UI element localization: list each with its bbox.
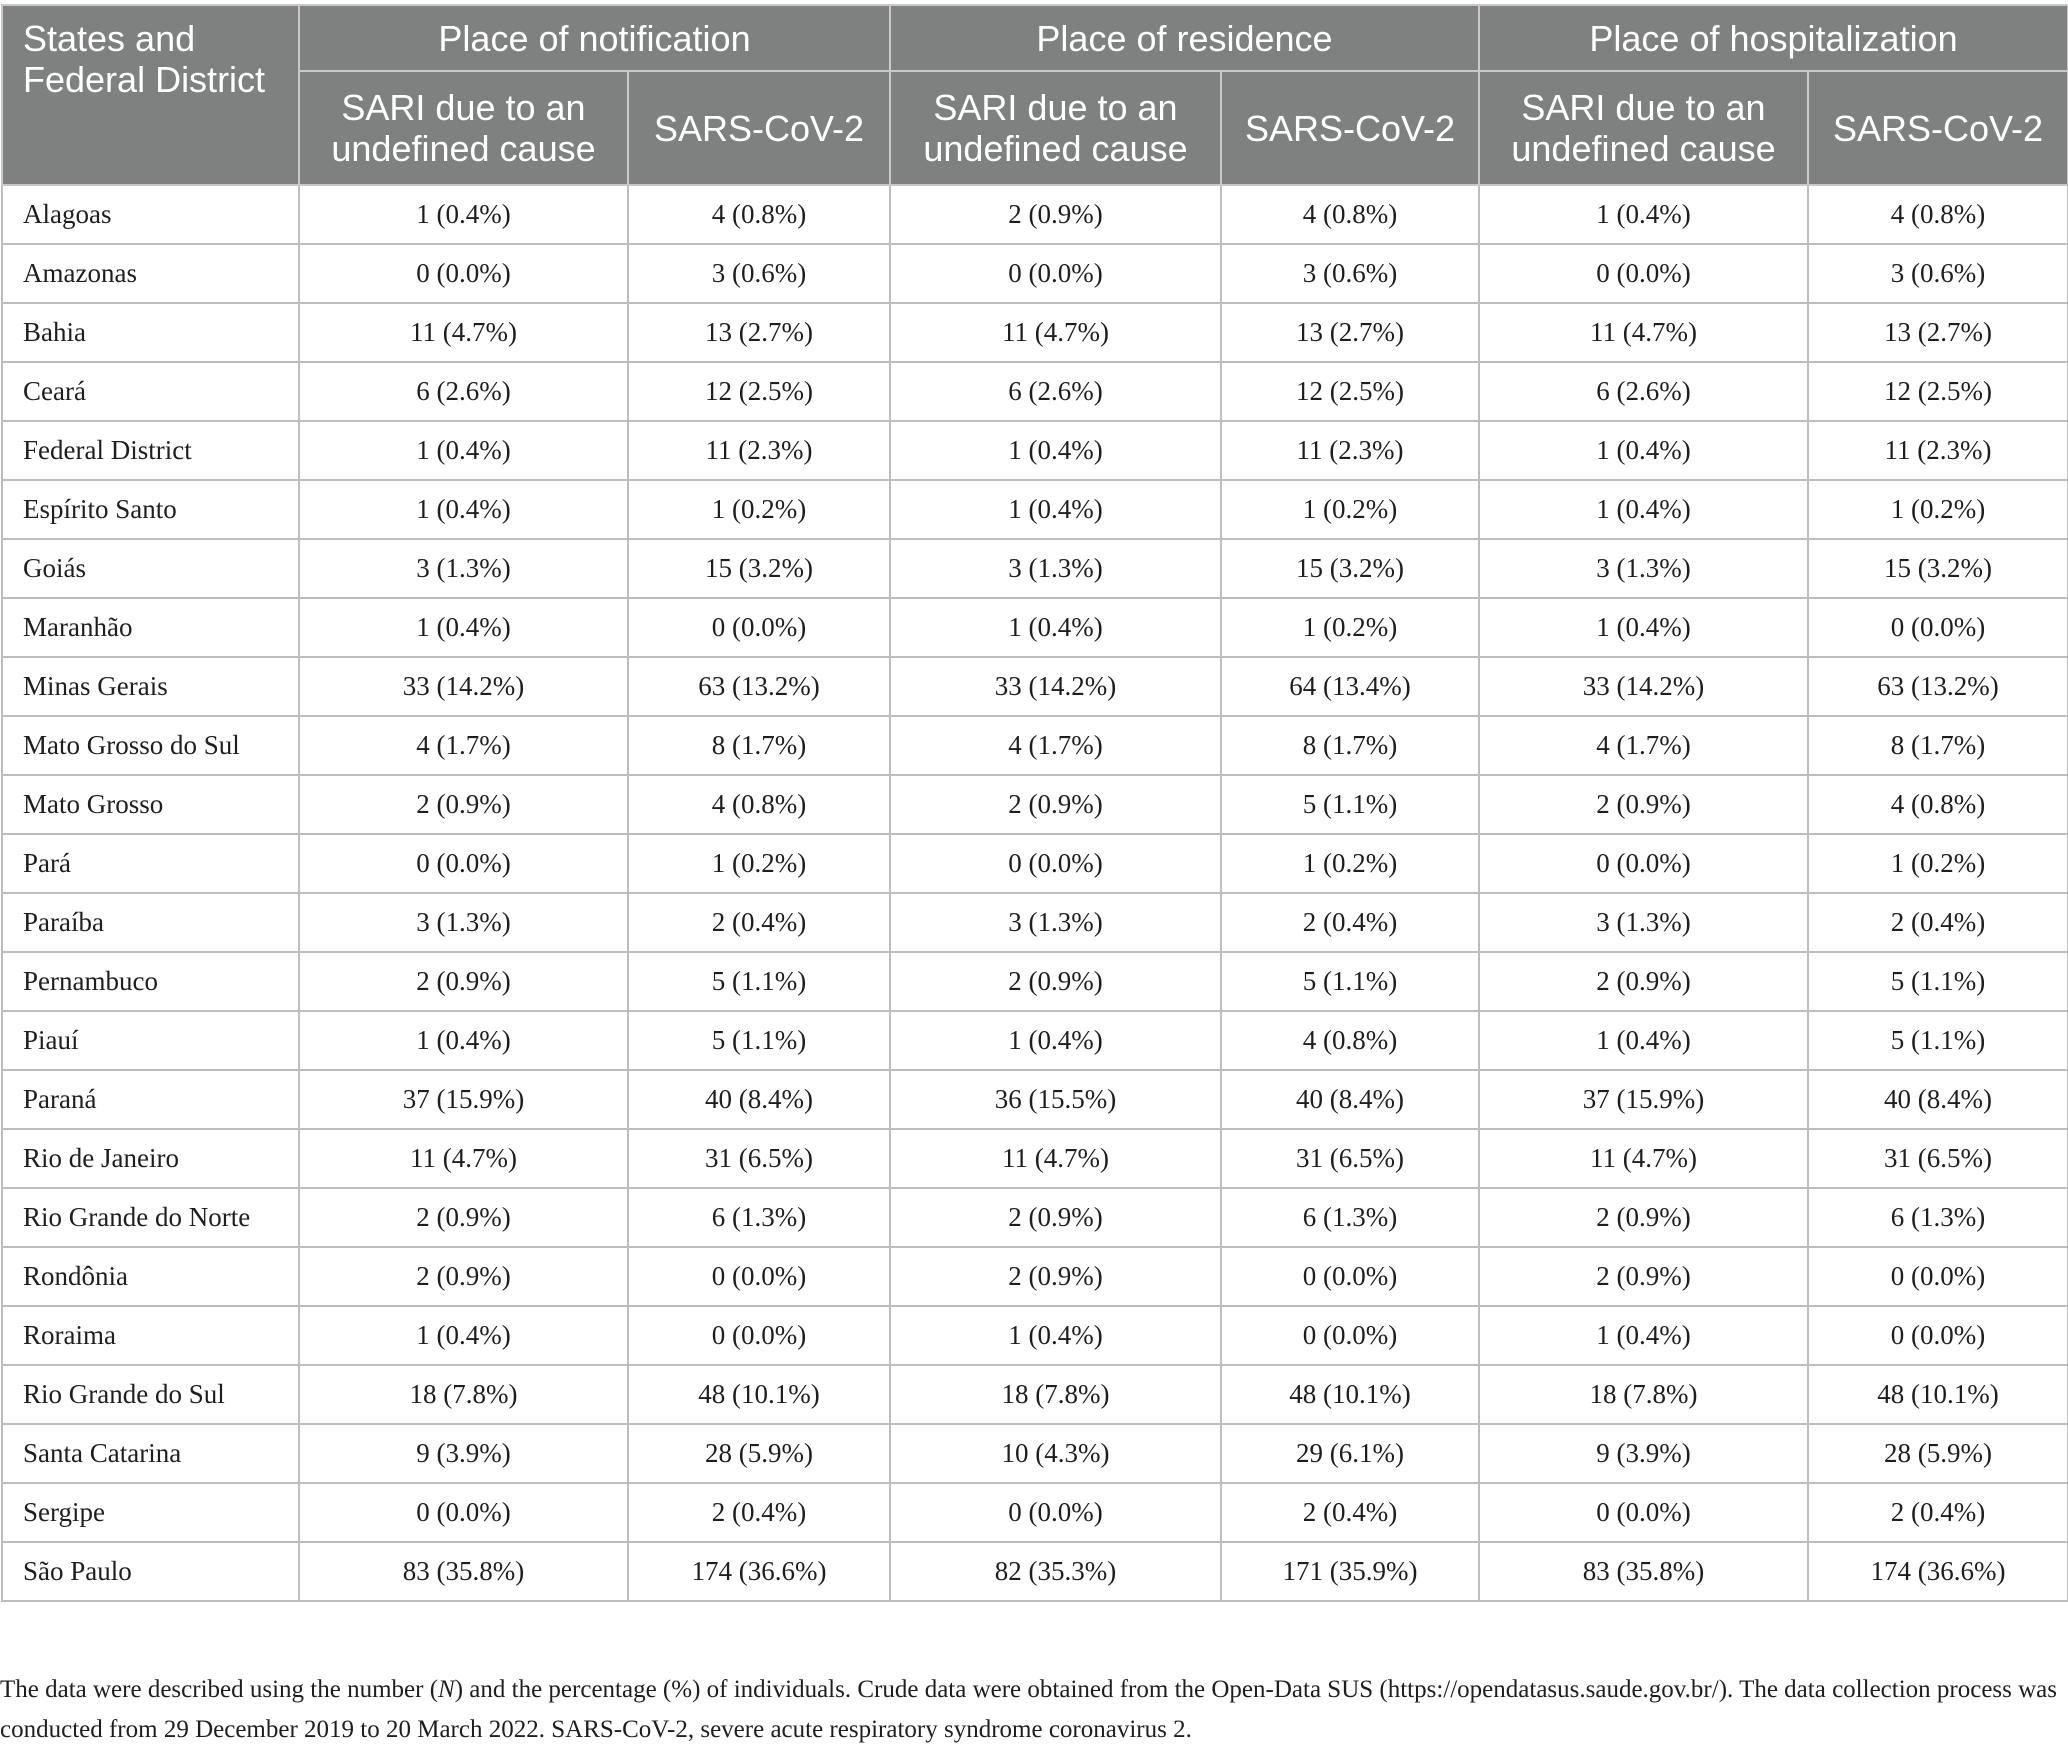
value-cell: 11 (2.3%) [1808,421,2068,480]
value-cell: 3 (1.3%) [299,539,628,598]
state-name-cell: Piauí [2,1011,299,1070]
value-cell: 0 (0.0%) [1808,1306,2068,1365]
state-name-cell: Ceará [2,362,299,421]
state-name-cell: Goiás [2,539,299,598]
value-cell: 2 (0.9%) [299,1247,628,1306]
group-header-residence: Place of residence [890,5,1479,71]
value-cell: 40 (8.4%) [628,1070,890,1129]
value-cell: 2 (0.9%) [890,1247,1221,1306]
value-cell: 2 (0.9%) [1479,1188,1808,1247]
value-cell: 12 (2.5%) [628,362,890,421]
value-cell: 0 (0.0%) [1479,1483,1808,1542]
table-body [2,185,2068,1601]
table-row [2,1188,2068,1247]
value-cell: 11 (2.3%) [1221,421,1479,480]
value-cell: 0 (0.0%) [1221,1306,1479,1365]
value-cell: 1 (0.4%) [1479,1011,1808,1070]
subheader-residence-sari: SARI due to an undefined cause [890,71,1221,185]
value-cell: 3 (1.3%) [1479,539,1808,598]
state-name-cell: Espírito Santo [2,480,299,539]
table-row [2,1011,2068,1070]
value-cell: 3 (1.3%) [890,893,1221,952]
value-cell: 0 (0.0%) [1808,598,2068,657]
table-row [2,834,2068,893]
value-cell: 1 (0.4%) [1479,185,1808,244]
state-name-cell: São Paulo [2,1542,299,1601]
table-row [2,1129,2068,1188]
value-cell: 2 (0.4%) [1221,1483,1479,1542]
table-container [0,4,2068,1602]
value-cell: 2 (0.9%) [1479,775,1808,834]
state-name-cell: Minas Gerais [2,657,299,716]
state-name-cell: Pará [2,834,299,893]
data-table [1,4,2068,1602]
state-name-cell: Roraima [2,1306,299,1365]
value-cell: 1 (0.4%) [1479,421,1808,480]
value-cell: 174 (36.6%) [1808,1542,2068,1601]
value-cell: 1 (0.2%) [1221,834,1479,893]
value-cell: 6 (2.6%) [299,362,628,421]
value-cell: 63 (13.2%) [628,657,890,716]
table-row [2,716,2068,775]
group-header-hospitalization: Place of hospitalization [1479,5,2068,71]
value-cell: 5 (1.1%) [1808,1011,2068,1070]
value-cell: 6 (2.6%) [1479,362,1808,421]
value-cell: 1 (0.2%) [628,480,890,539]
value-cell: 4 (0.8%) [1808,775,2068,834]
table-row [2,480,2068,539]
value-cell: 1 (0.4%) [890,1011,1221,1070]
value-cell: 5 (1.1%) [628,952,890,1011]
value-cell: 0 (0.0%) [1221,1247,1479,1306]
table-row [2,1483,2068,1542]
state-name-cell: Sergipe [2,1483,299,1542]
value-cell: 33 (14.2%) [890,657,1221,716]
value-cell: 9 (3.9%) [299,1424,628,1483]
value-cell: 2 (0.4%) [1808,1483,2068,1542]
table-row [2,362,2068,421]
value-cell: 2 (0.9%) [299,952,628,1011]
value-cell: 31 (6.5%) [628,1129,890,1188]
value-cell: 33 (14.2%) [1479,657,1808,716]
value-cell: 4 (0.8%) [1221,185,1479,244]
table-row [2,539,2068,598]
value-cell: 63 (13.2%) [1808,657,2068,716]
table-row [2,952,2068,1011]
state-name-cell: Pernambuco [2,952,299,1011]
value-cell: 1 (0.4%) [1479,480,1808,539]
value-cell: 3 (1.3%) [890,539,1221,598]
value-cell: 12 (2.5%) [1808,362,2068,421]
state-name-cell: Rio Grande do Sul [2,1365,299,1424]
value-cell: 6 (2.6%) [890,362,1221,421]
value-cell: 1 (0.4%) [890,1306,1221,1365]
value-cell: 3 (0.6%) [1808,244,2068,303]
value-cell: 82 (35.3%) [890,1542,1221,1601]
value-cell: 13 (2.7%) [628,303,890,362]
value-cell: 1 (0.4%) [890,421,1221,480]
value-cell: 2 (0.4%) [1221,893,1479,952]
value-cell: 4 (1.7%) [890,716,1221,775]
value-cell: 1 (0.2%) [1808,480,2068,539]
value-cell: 10 (4.3%) [890,1424,1221,1483]
value-cell: 1 (0.4%) [299,1306,628,1365]
value-cell: 0 (0.0%) [299,1483,628,1542]
subheader-hospitalization-sarscov2: SARS-CoV-2 [1808,71,2068,185]
table-row [2,421,2068,480]
group-header-notification: Place of notification [299,5,890,71]
value-cell: 37 (15.9%) [1479,1070,1808,1129]
value-cell: 48 (10.1%) [1808,1365,2068,1424]
subheader-residence-sarscov2: SARS-CoV-2 [1221,71,1479,185]
value-cell: 31 (6.5%) [1808,1129,2068,1188]
state-name-cell: Bahia [2,303,299,362]
value-cell: 28 (5.9%) [628,1424,890,1483]
value-cell: 83 (35.8%) [1479,1542,1808,1601]
table-row [2,1247,2068,1306]
value-cell: 15 (3.2%) [1808,539,2068,598]
value-cell: 11 (4.7%) [890,1129,1221,1188]
value-cell: 1 (0.2%) [1221,598,1479,657]
value-cell: 40 (8.4%) [1808,1070,2068,1129]
table-row [2,303,2068,362]
value-cell: 15 (3.2%) [628,539,890,598]
value-cell: 2 (0.9%) [890,1188,1221,1247]
value-cell: 29 (6.1%) [1221,1424,1479,1483]
value-cell: 1 (0.4%) [299,480,628,539]
value-cell: 48 (10.1%) [1221,1365,1479,1424]
footnote-text-2: ) and the percentage (%) of individuals. Crude data were obtained from the Open-Data SUS (https://opendatasus.saude.gov.br/). The data collection process was conducted from 29 December 2019 to 20 March 2022. SARS-CoV-2, severe acute respiratory syndrome coronavirus 2. [0,1676,2058,1743]
value-cell: 1 (0.2%) [628,834,890,893]
value-cell: 48 (10.1%) [628,1365,890,1424]
table-row [2,893,2068,952]
value-cell: 18 (7.8%) [890,1365,1221,1424]
state-name-cell: Paraíba [2,893,299,952]
value-cell: 31 (6.5%) [1221,1129,1479,1188]
header-row-subheaders [2,71,2068,185]
state-name-cell: Federal District [2,421,299,480]
value-cell: 4 (0.8%) [628,775,890,834]
value-cell: 2 (0.9%) [890,952,1221,1011]
value-cell: 8 (1.7%) [1221,716,1479,775]
value-cell: 0 (0.0%) [1479,834,1808,893]
value-cell: 4 (1.7%) [1479,716,1808,775]
value-cell: 2 (0.9%) [890,185,1221,244]
value-cell: 18 (7.8%) [299,1365,628,1424]
value-cell: 2 (0.4%) [628,1483,890,1542]
value-cell: 1 (0.4%) [299,421,628,480]
value-cell: 171 (35.9%) [1221,1542,1479,1601]
value-cell: 8 (1.7%) [628,716,890,775]
value-cell: 15 (3.2%) [1221,539,1479,598]
value-cell: 6 (1.3%) [1808,1188,2068,1247]
value-cell: 1 (0.4%) [1479,1306,1808,1365]
value-cell: 11 (4.7%) [299,303,628,362]
table-header [2,5,2068,185]
footnote-n-symbol: N [438,1676,455,1703]
value-cell: 5 (1.1%) [1221,775,1479,834]
table-row [2,598,2068,657]
value-cell: 1 (0.2%) [1221,480,1479,539]
value-cell: 1 (0.4%) [1479,598,1808,657]
value-cell: 4 (0.8%) [1221,1011,1479,1070]
value-cell: 0 (0.0%) [299,834,628,893]
value-cell: 0 (0.0%) [299,244,628,303]
value-cell: 5 (1.1%) [628,1011,890,1070]
state-name-cell: Mato Grosso [2,775,299,834]
footnote [0,1670,2060,1750]
value-cell: 13 (2.7%) [1221,303,1479,362]
value-cell: 4 (1.7%) [299,716,628,775]
footnote-text-1: The data were described using the number ( [0,1676,439,1703]
subheader-notification-sari: SARI due to an undefined cause [299,71,628,185]
state-name-cell: Paraná [2,1070,299,1129]
value-cell: 1 (0.4%) [890,598,1221,657]
state-name-cell: Santa Catarina [2,1424,299,1483]
value-cell: 13 (2.7%) [1808,303,2068,362]
value-cell: 1 (0.4%) [299,185,628,244]
table-row [2,185,2068,244]
value-cell: 2 (0.9%) [1479,1247,1808,1306]
state-name-cell: Amazonas [2,244,299,303]
value-cell: 83 (35.8%) [299,1542,628,1601]
value-cell: 4 (0.8%) [628,185,890,244]
value-cell: 0 (0.0%) [628,598,890,657]
table-row [2,775,2068,834]
value-cell: 1 (0.4%) [299,598,628,657]
value-cell: 3 (0.6%) [1221,244,1479,303]
value-cell: 5 (1.1%) [1221,952,1479,1011]
value-cell: 0 (0.0%) [628,1306,890,1365]
value-cell: 2 (0.9%) [1479,952,1808,1011]
value-cell: 11 (4.7%) [890,303,1221,362]
state-name-cell: Mato Grosso do Sul [2,716,299,775]
value-cell: 11 (4.7%) [1479,303,1808,362]
subheader-notification-sarscov2: SARS-CoV-2 [628,71,890,185]
value-cell: 5 (1.1%) [1808,952,2068,1011]
value-cell: 174 (36.6%) [628,1542,890,1601]
value-cell: 0 (0.0%) [1479,244,1808,303]
value-cell: 4 (0.8%) [1808,185,2068,244]
state-name-cell: Maranhão [2,598,299,657]
table-row [2,1424,2068,1483]
value-cell: 2 (0.4%) [628,893,890,952]
value-cell: 28 (5.9%) [1808,1424,2068,1483]
table-row [2,1306,2068,1365]
value-cell: 9 (3.9%) [1479,1424,1808,1483]
state-name-cell: Rio de Janeiro [2,1129,299,1188]
value-cell: 3 (0.6%) [628,244,890,303]
value-cell: 1 (0.2%) [1808,834,2068,893]
value-cell: 0 (0.0%) [628,1247,890,1306]
table-row [2,244,2068,303]
state-name-cell: Alagoas [2,185,299,244]
value-cell: 11 (4.7%) [299,1129,628,1188]
value-cell: 2 (0.4%) [1808,893,2068,952]
table-row [2,657,2068,716]
value-cell: 2 (0.9%) [890,775,1221,834]
table-row [2,1542,2068,1601]
header-row-groups [2,5,2068,71]
value-cell: 6 (1.3%) [628,1188,890,1247]
value-cell: 3 (1.3%) [1479,893,1808,952]
corner-header: States and Federal District [2,5,299,185]
value-cell: 11 (4.7%) [1479,1129,1808,1188]
value-cell: 0 (0.0%) [890,1483,1221,1542]
value-cell: 2 (0.9%) [299,1188,628,1247]
value-cell: 40 (8.4%) [1221,1070,1479,1129]
state-name-cell: Rio Grande do Norte [2,1188,299,1247]
value-cell: 0 (0.0%) [890,244,1221,303]
value-cell: 1 (0.4%) [299,1011,628,1070]
subheader-hospitalization-sari: SARI due to an undefined cause [1479,71,1808,185]
value-cell: 37 (15.9%) [299,1070,628,1129]
value-cell: 0 (0.0%) [1808,1247,2068,1306]
table-row [2,1070,2068,1129]
table-row [2,1365,2068,1424]
value-cell: 6 (1.3%) [1221,1188,1479,1247]
value-cell: 36 (15.5%) [890,1070,1221,1129]
value-cell: 1 (0.4%) [890,480,1221,539]
value-cell: 64 (13.4%) [1221,657,1479,716]
value-cell: 11 (2.3%) [628,421,890,480]
state-name-cell: Rondônia [2,1247,299,1306]
value-cell: 0 (0.0%) [890,834,1221,893]
value-cell: 12 (2.5%) [1221,362,1479,421]
value-cell: 8 (1.7%) [1808,716,2068,775]
value-cell: 3 (1.3%) [299,893,628,952]
value-cell: 2 (0.9%) [299,775,628,834]
value-cell: 33 (14.2%) [299,657,628,716]
value-cell: 18 (7.8%) [1479,1365,1808,1424]
